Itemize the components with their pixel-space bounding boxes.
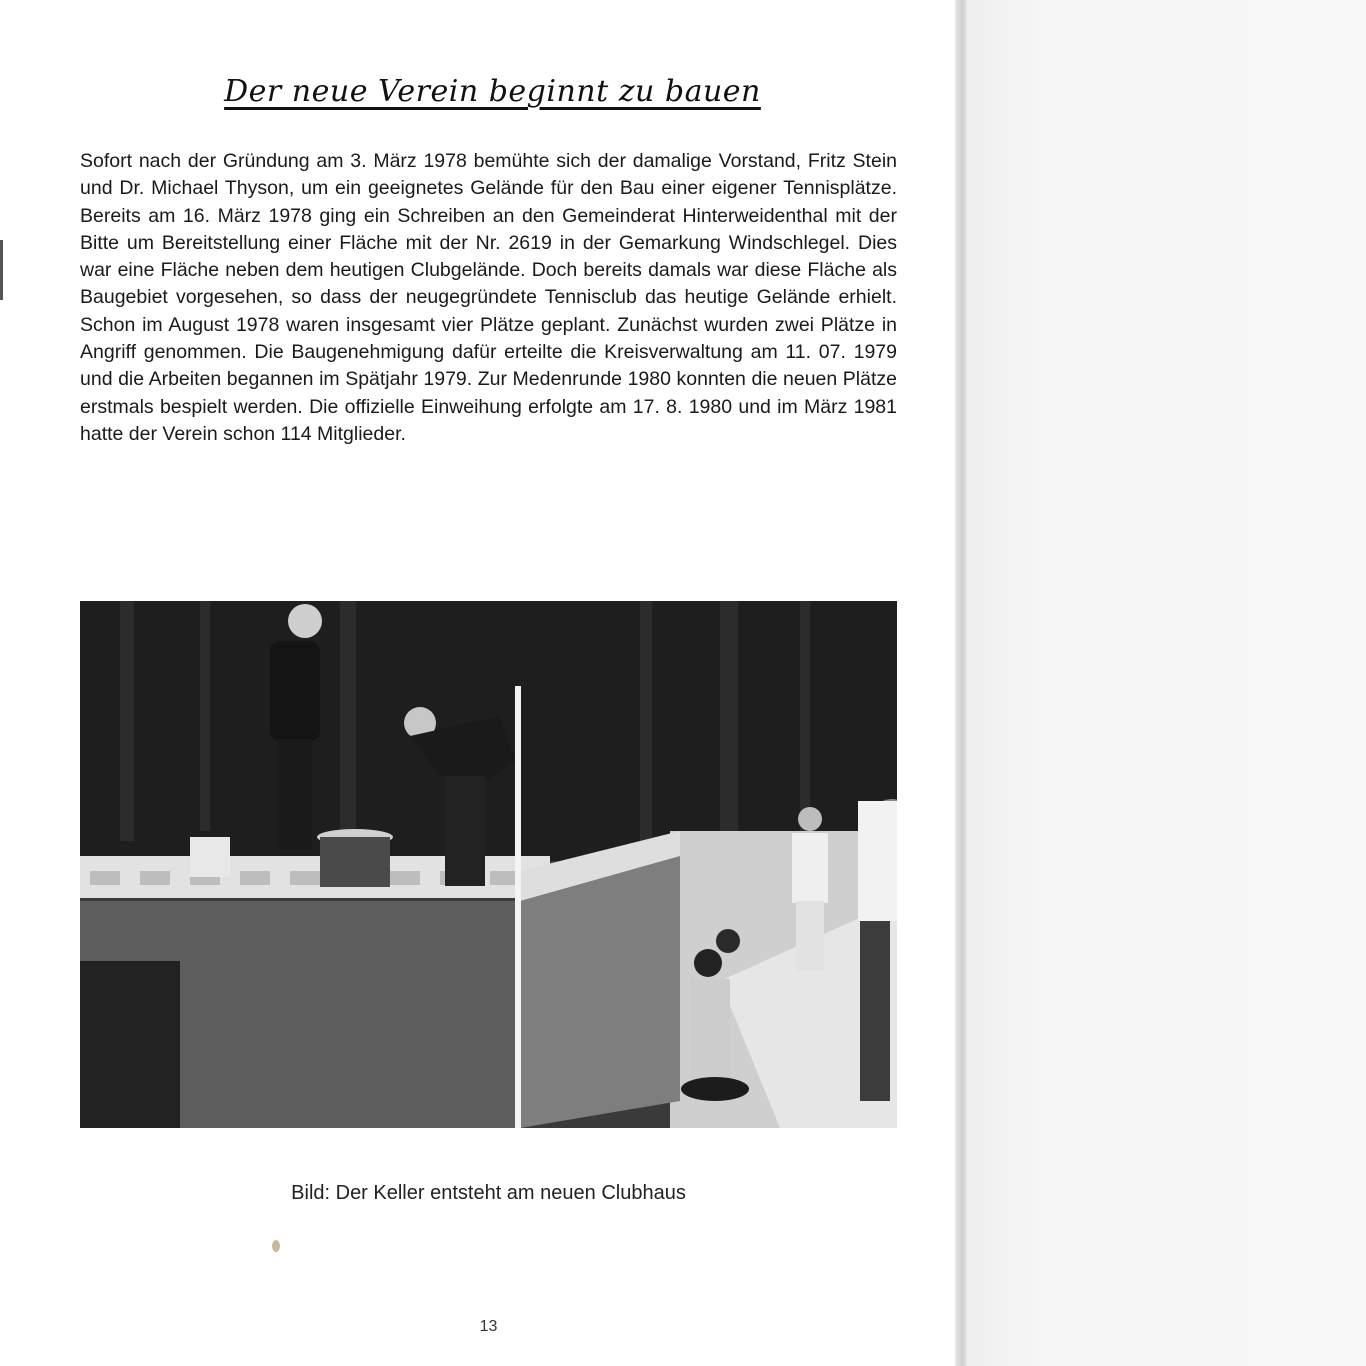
scan-edge-mark (0, 240, 3, 300)
book-gutter (955, 0, 967, 1366)
page-title: Der neue Verein beginnt zu bauen (224, 74, 761, 109)
photo-graphic (80, 601, 897, 1128)
body-paragraph: Sofort nach der Gründung am 3. März 1978 bemühte sich der damalige Vorstand, Fritz Stein und Dr. Michael Thyson, um ein geeignetes Gelände für den Bau einer eigener Tennisplätze. Bereits am 16. März 1978 ging ein Schreiben an den Gemeinderat Hinterweidenthal mit der Bitte um Bereitstellung einer Fläche mit der Nr. 2619 in der Gemarkung Windschlegel. Dies war eine Fläche neben dem heutigen Clubgelände. Doch bereits damals war diese Fläche als Baugebiet vorgesehen, so dass der neugegründete Tennisclub das heutige Gelände erhielt. Schon im August 1978 waren insgesamt vier Plätze geplant. Zunächst wurden zwei Plätze in Angriff genommen. Die Baugenehmigung dafür erteilte die Kreisverwaltung am 11. 07. 1979 und die Arbeiten begannen im Spätjahr 1979. Zur Medenrunde 1980 konnten die neuen Plätze erstmals bespielt werden. Die offizielle Einweihung erfolgte am 17. 8. 1980 und im März 1981 hatte der Verein schon 114 Mitglieder. (80, 150, 897, 445)
paper-speck (272, 1240, 280, 1252)
photo-caption: Bild: Der Keller entsteht am neuen Clubhaus (291, 1182, 686, 1204)
facing-page-edge (967, 0, 1366, 1366)
page-number: 13 (479, 1318, 498, 1335)
construction-photo (80, 601, 897, 1128)
